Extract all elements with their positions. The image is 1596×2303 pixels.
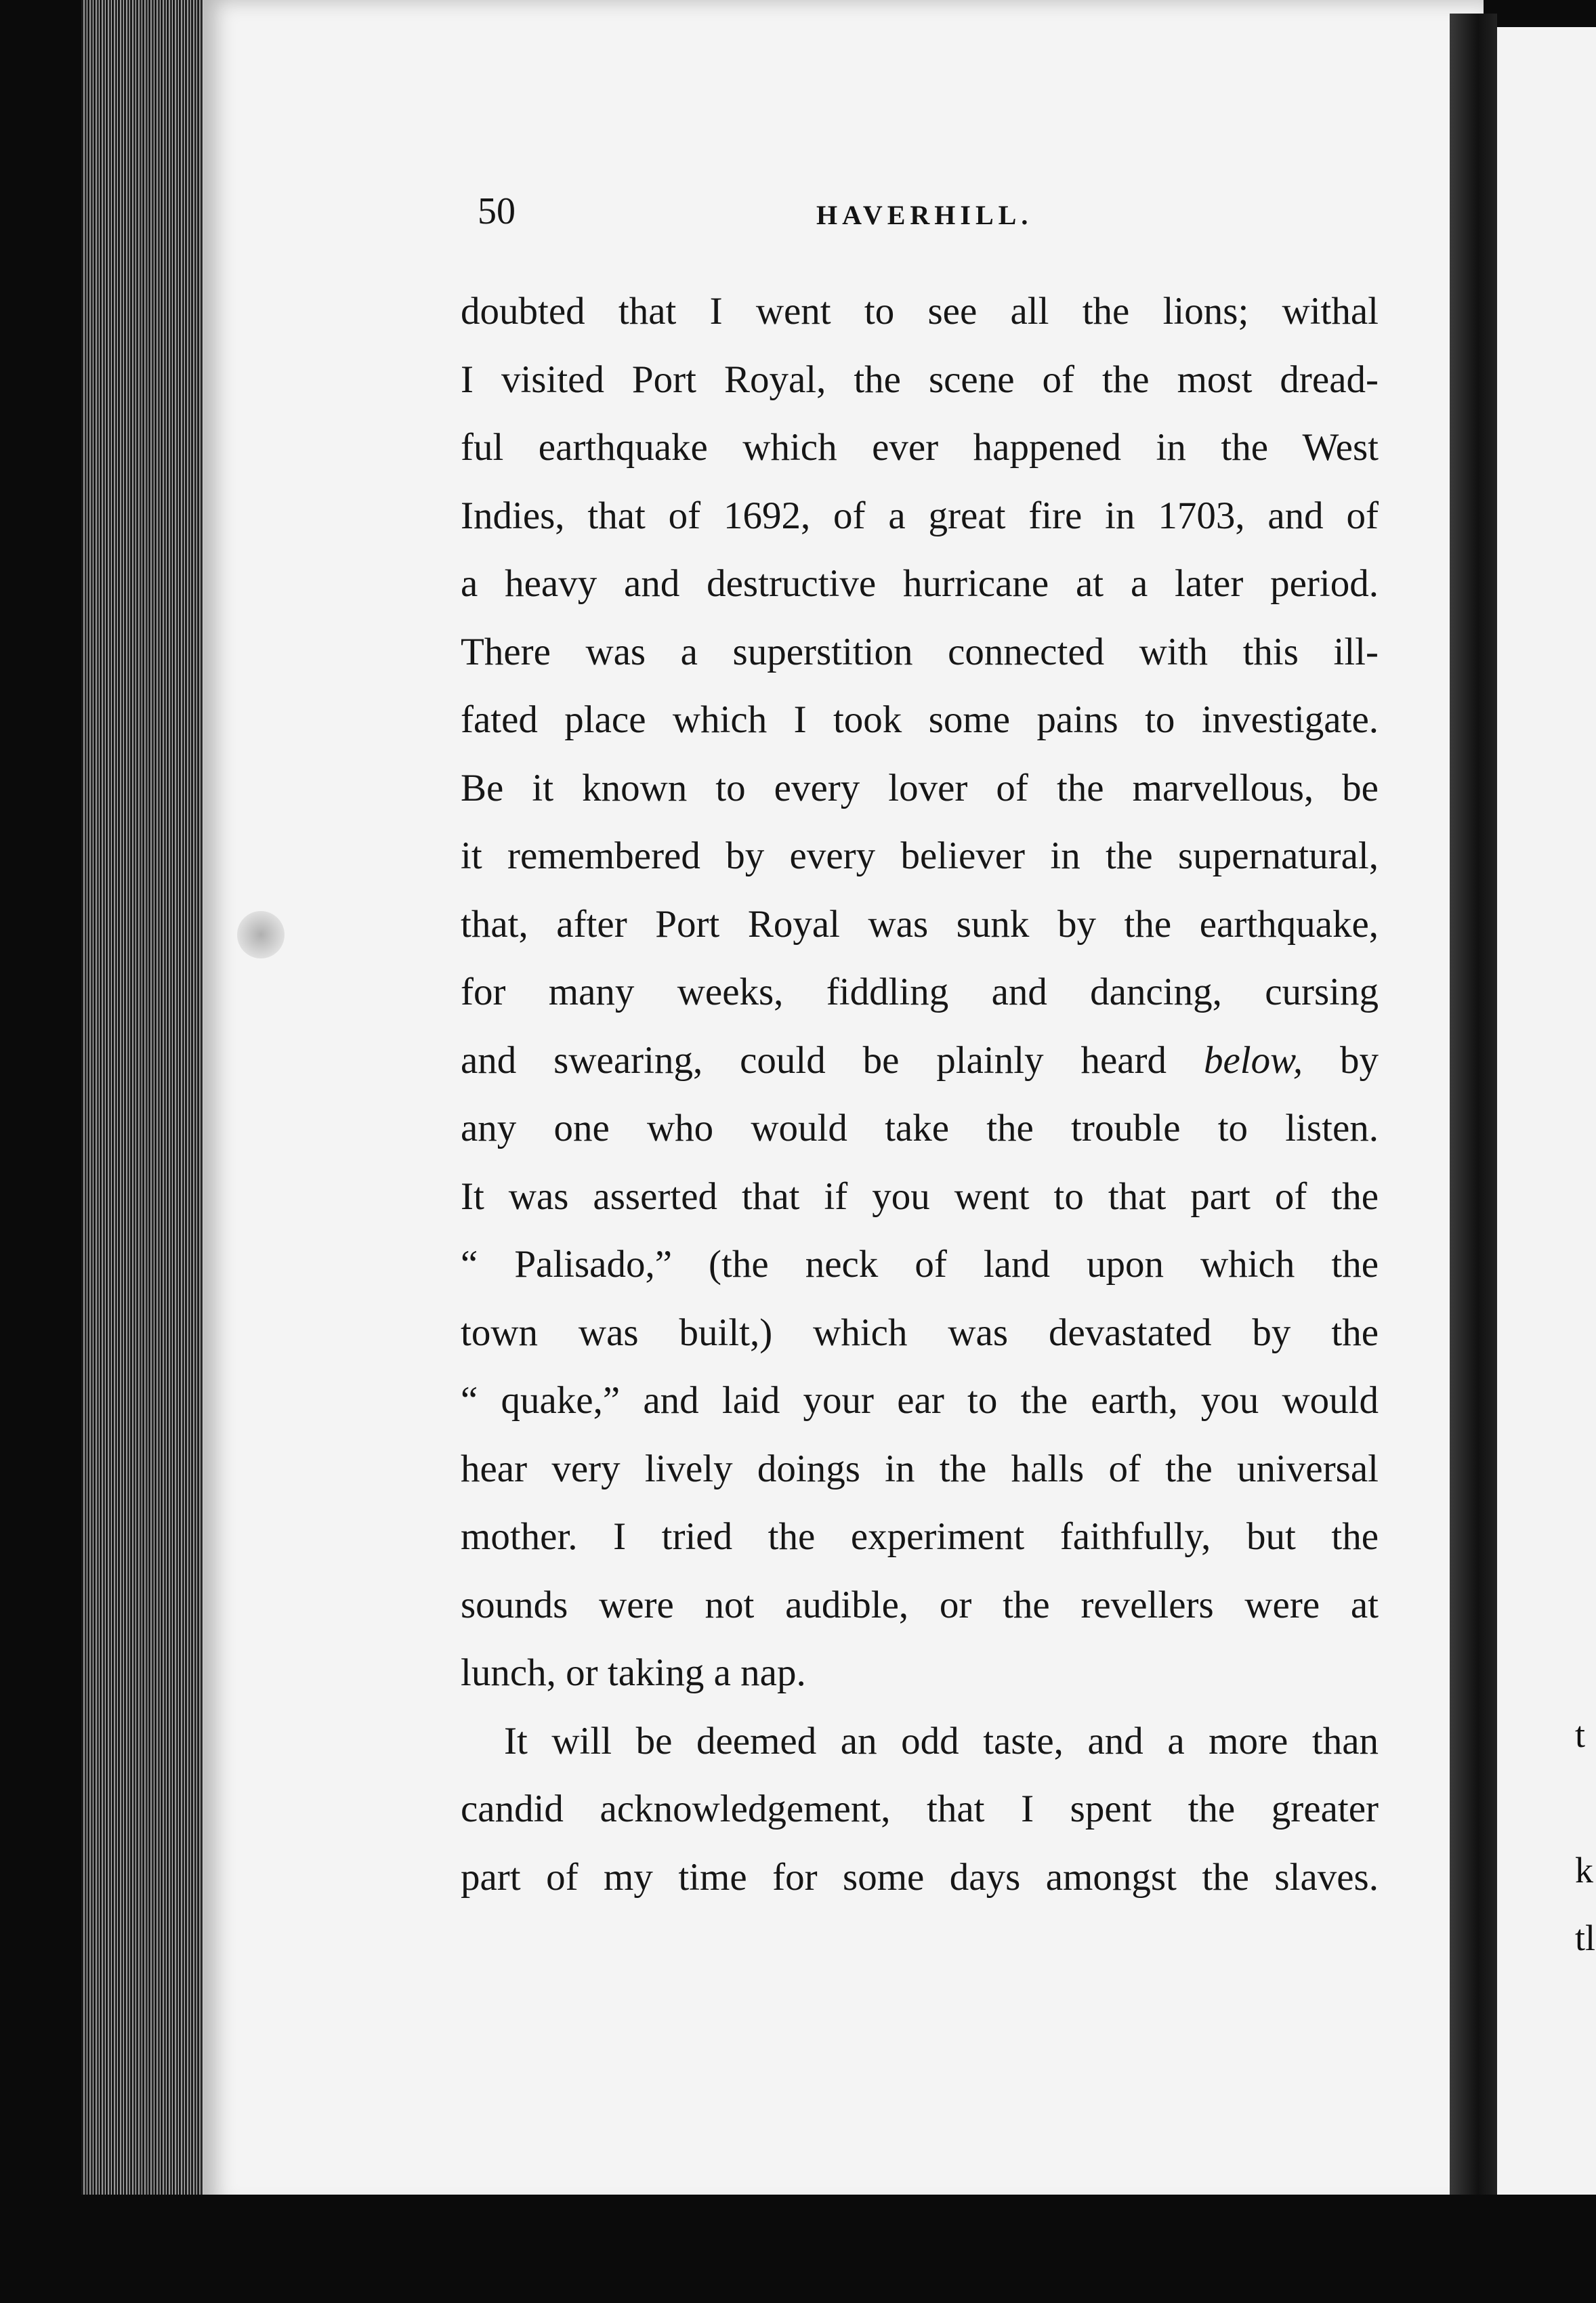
text-line: part of my time for some days amongst the slaves. — [461, 1855, 1379, 1899]
italic-word: below, — [1203, 1038, 1303, 1082]
text-line: doubted that I went to see all the lions; withal — [461, 290, 1379, 333]
facing-page-fragment: t — [1575, 1714, 1586, 1755]
line-text: by — [1303, 1038, 1379, 1082]
text-line: Indies, that of 1692, of a great fire in 1703, and of — [461, 494, 1379, 537]
page-number: 50 — [478, 190, 516, 232]
text-line: it remembered by every believer in the supernatural, — [461, 834, 1379, 877]
text-line: There was a superstition connected with this ill- — [461, 630, 1379, 673]
text-line: I visited Port Royal, the scene of the most dread- — [461, 358, 1379, 401]
paragraph — [461, 1708, 1379, 1912]
text-line: that, after Port Royal was sunk by the earthquake, — [461, 902, 1379, 946]
facing-page-fragment: tl — [1575, 1918, 1596, 1958]
bottom-shadow — [81, 2195, 1596, 2303]
facing-page-edge — [1497, 27, 1596, 2208]
text-line: It will be deemed an odd taste, and a more than — [504, 1719, 1379, 1762]
text-line — [461, 1027, 1379, 1095]
text-line: fated place which I took some pains to investigate. — [461, 698, 1379, 741]
text-line: hear very lively doings in the halls of the universal — [461, 1447, 1379, 1490]
paragraph — [461, 278, 1379, 1708]
text-line: ful earthquake which ever happened in the West — [461, 426, 1379, 469]
body-text — [461, 278, 1379, 1911]
running-head: HAVERHILL. — [816, 200, 1033, 230]
text-line: any one who would take the trouble to listen. — [461, 1107, 1379, 1149]
text-line: for many weeks, fiddling and dancing, cursing — [461, 971, 1379, 1013]
line-text: and swearing, could be plainly heard — [461, 1038, 1204, 1082]
facing-page-fragment: k — [1575, 1850, 1593, 1890]
page-block-edges — [81, 0, 213, 2215]
page-header — [478, 190, 1379, 244]
text-line: Be it known to every lover of the marvellous, be — [461, 766, 1379, 809]
text-line: mother. I tried the experiment faithfully, but the — [461, 1515, 1379, 1558]
text-line: sounds were not audible, or the revellers were at — [461, 1583, 1379, 1626]
paper-stain — [237, 911, 285, 958]
text-line: It was asserted that if you went to that part of the — [461, 1175, 1379, 1218]
gutter-shadow — [1450, 14, 1497, 2215]
text-line: a heavy and destructive hurricane at a later period. — [461, 562, 1379, 605]
text-line: candid acknowledgement, that I spent the greater — [461, 1788, 1379, 1830]
text-line: lunch, or taking a nap. — [461, 1651, 806, 1694]
text-line: “ quake,” and laid your ear to the earth, you would — [461, 1379, 1379, 1422]
text-line: “ Palisado,” (the neck of land upon which the — [461, 1243, 1379, 1286]
text-line: town was built,) which was devastated by the — [461, 1311, 1379, 1354]
